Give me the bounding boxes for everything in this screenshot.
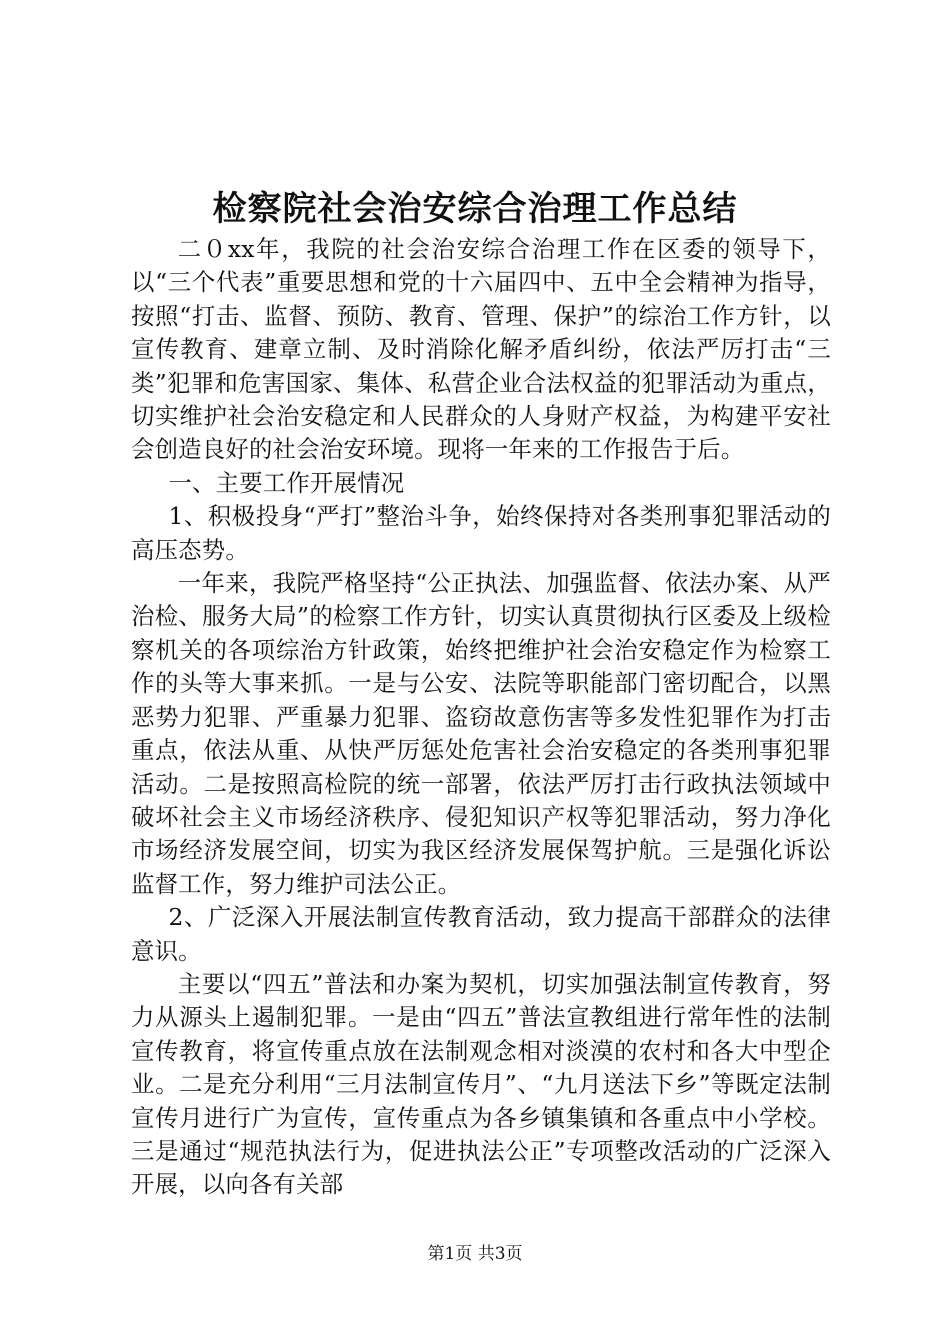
section-heading-1: 一、主要工作开展情况 <box>168 468 405 497</box>
paragraph-intro: 二０xx年，我院的社会治安综合治理工作在区委的领导下，以“三个代表”重要思想和党的十六届四中、五中全会精神为指导，按照“打击、监督、预防、教育、管理、保护”的综治工作方针，以宣传教育、建章立制、及时消除化解矛盾纠纷，依法严厉打击“三类”犯罪和危害国家、集体、私营企业合法权益的犯罪活动为重点，切实维护社会治安稳定和人民群众的人身财产权益，为构建平安社会创造良好的社会治安环境。现将一年来的工作报告于后。 <box>131 235 831 464</box>
paragraph-publicity: 主要以“四五”普法和办案为契机，切实加强法制宣传教育，努力从源头上遏制犯罪。一是由“四五”普法宣教组进行常年性的法制宣传教育，将宣传重点放在法制观念相对淡漠的农村和各大中型企业。二是充分利用“三月法制宣传月”、“九月送法下乡”等既定法制宣传月进行广为宣传，宣传重点为各乡镇集镇和各重点中小学校。三是通过“规范执法行为，促进执法公正”专项整改活动的广泛深入开展，以向各有关部 <box>131 969 831 1199</box>
document-body <box>131 233 831 1202</box>
document-title: 检察院社会治安综合治理工作总结 <box>212 189 738 229</box>
page-footer: 第1页 共3页 <box>427 1244 523 1264</box>
subheading-1: 1、积极投身“严打”整治斗争，始终保持对各类刑事犯罪活动的高压态势。 <box>131 502 831 564</box>
subheading-2: 2、广泛深入开展法制宣传教育活动，致力提高干部群众的法律意识。 <box>131 903 831 965</box>
paragraph-strike: 一年来，我院严格坚持“公正执法、加强监督、依法办案、从严治检、服务大局”的检察工作方针，切实认真贯彻执行区委及上级检察机关的各项综治方针政策，始终把维护社会治安稳定作为检察工作的头等大事来抓。一是与公安、法院等职能部门密切配合，以黑恶势力犯罪、严重暴力犯罪、盗窃故意伤害等多发性犯罪作为打击重点，依法从重、从快严厉惩处危害社会治安稳定的各类刑事犯罪活动。二是按照高检院的统一部署，依法严厉打击行政执法领域中破坏社会主义市场经济秩序、侵犯知识产权等犯罪活动，努力净化市场经济发展空间，切实为我区经济发展保驾护航。三是强化诉讼监督工作，努力维护司法公正。 <box>131 569 831 898</box>
